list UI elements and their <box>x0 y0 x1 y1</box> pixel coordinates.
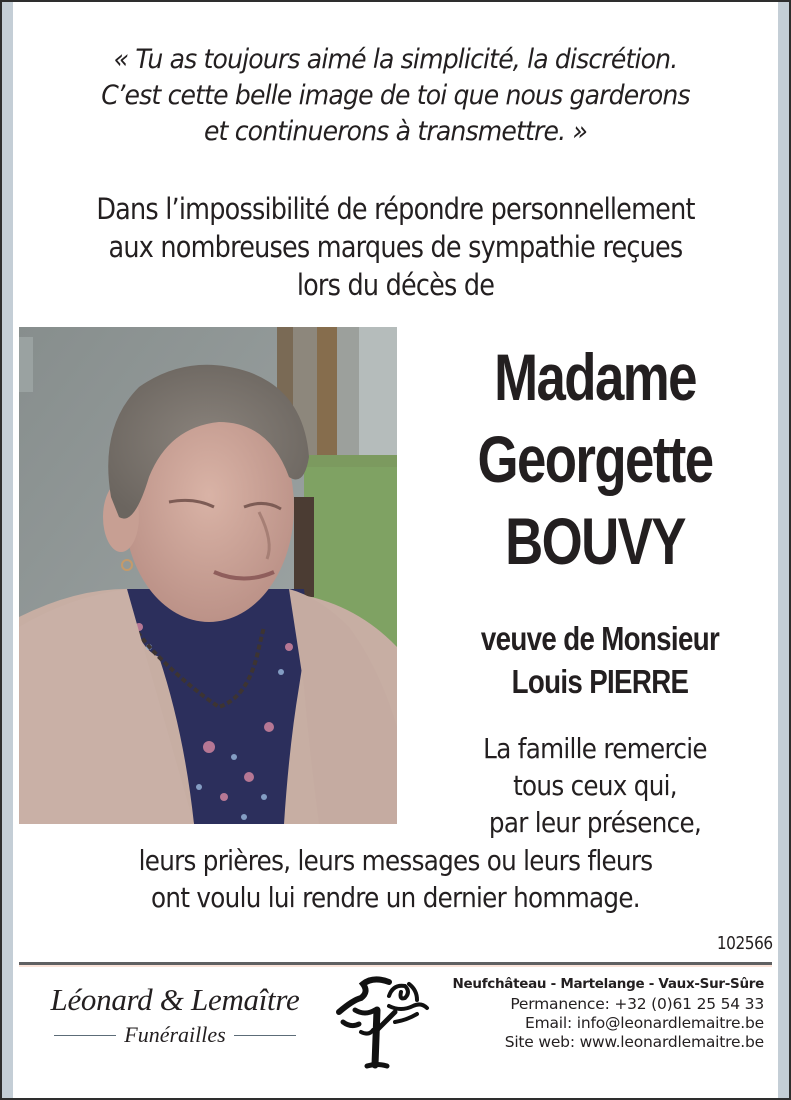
subtitle-rule-left <box>54 1035 116 1036</box>
widow-line: Louis PIERRE <box>511 663 689 700</box>
widow-line: veuve de Monsieur <box>480 620 720 657</box>
funeral-home-phone[interactable]: Permanence: +32 (0)61 25 54 33 <box>510 995 764 1013</box>
intro-line: lors du décès de <box>296 268 495 302</box>
thanks-line: leurs prières, leurs messages ou leurs fleurs <box>138 844 653 877</box>
quote-line: et continuerons à transmettre. » <box>203 116 588 147</box>
thanks-line: La famille remercie <box>483 732 707 765</box>
intro-text <box>60 190 731 304</box>
thanks-line: tous ceux qui, <box>513 769 677 802</box>
thanks-line: par leur présence, <box>488 806 702 839</box>
funeral-home-name: Léonard & Lemaître <box>50 982 300 1017</box>
thanks-text-right <box>410 730 780 841</box>
subtitle-rule-right <box>234 1035 296 1036</box>
thanks-line: ont voulu lui rendre un dernier hommage. <box>151 881 640 914</box>
memorial-quote <box>46 42 744 150</box>
reference-number: 102566 <box>717 933 773 954</box>
tree-icon <box>325 970 435 1070</box>
intro-line: aux nombreuses marques de sympathie reçues <box>108 230 683 264</box>
funeral-home-logo-text <box>20 980 330 1050</box>
widow-of <box>410 617 790 703</box>
footer-divider <box>19 962 772 965</box>
funeral-home-subtitle-row <box>20 1020 330 1050</box>
deceased-name <box>410 336 780 582</box>
deceased-portrait-photo <box>19 327 397 824</box>
intro-line: Dans l’impossibilité de répondre personnellement <box>96 192 695 226</box>
deceased-first-name: Georgette <box>477 422 713 496</box>
funeral-home-subtitle: Funérailles <box>124 1022 226 1047</box>
deceased-title: Madame <box>494 340 696 414</box>
funeral-home-towns: Neufchâteau - Martelange - Vaux-Sur-Sûre <box>452 976 764 992</box>
thanks-text-full <box>14 842 777 916</box>
funeral-home-website[interactable]: Site web: www.leonardlemaitre.be <box>504 1033 764 1051</box>
frame-stripe-left <box>2 2 13 1098</box>
quote-line: « Tu as toujours aimé la simplicité, la discrétion. <box>113 44 678 75</box>
funeral-home-email[interactable]: Email: info@leonardlemaitre.be <box>524 1014 764 1032</box>
deceased-last-name: BOUVY <box>505 504 685 578</box>
quote-line: C’est cette belle image de toi que nous garderons <box>101 80 690 111</box>
funeral-home-contact <box>453 973 764 1052</box>
